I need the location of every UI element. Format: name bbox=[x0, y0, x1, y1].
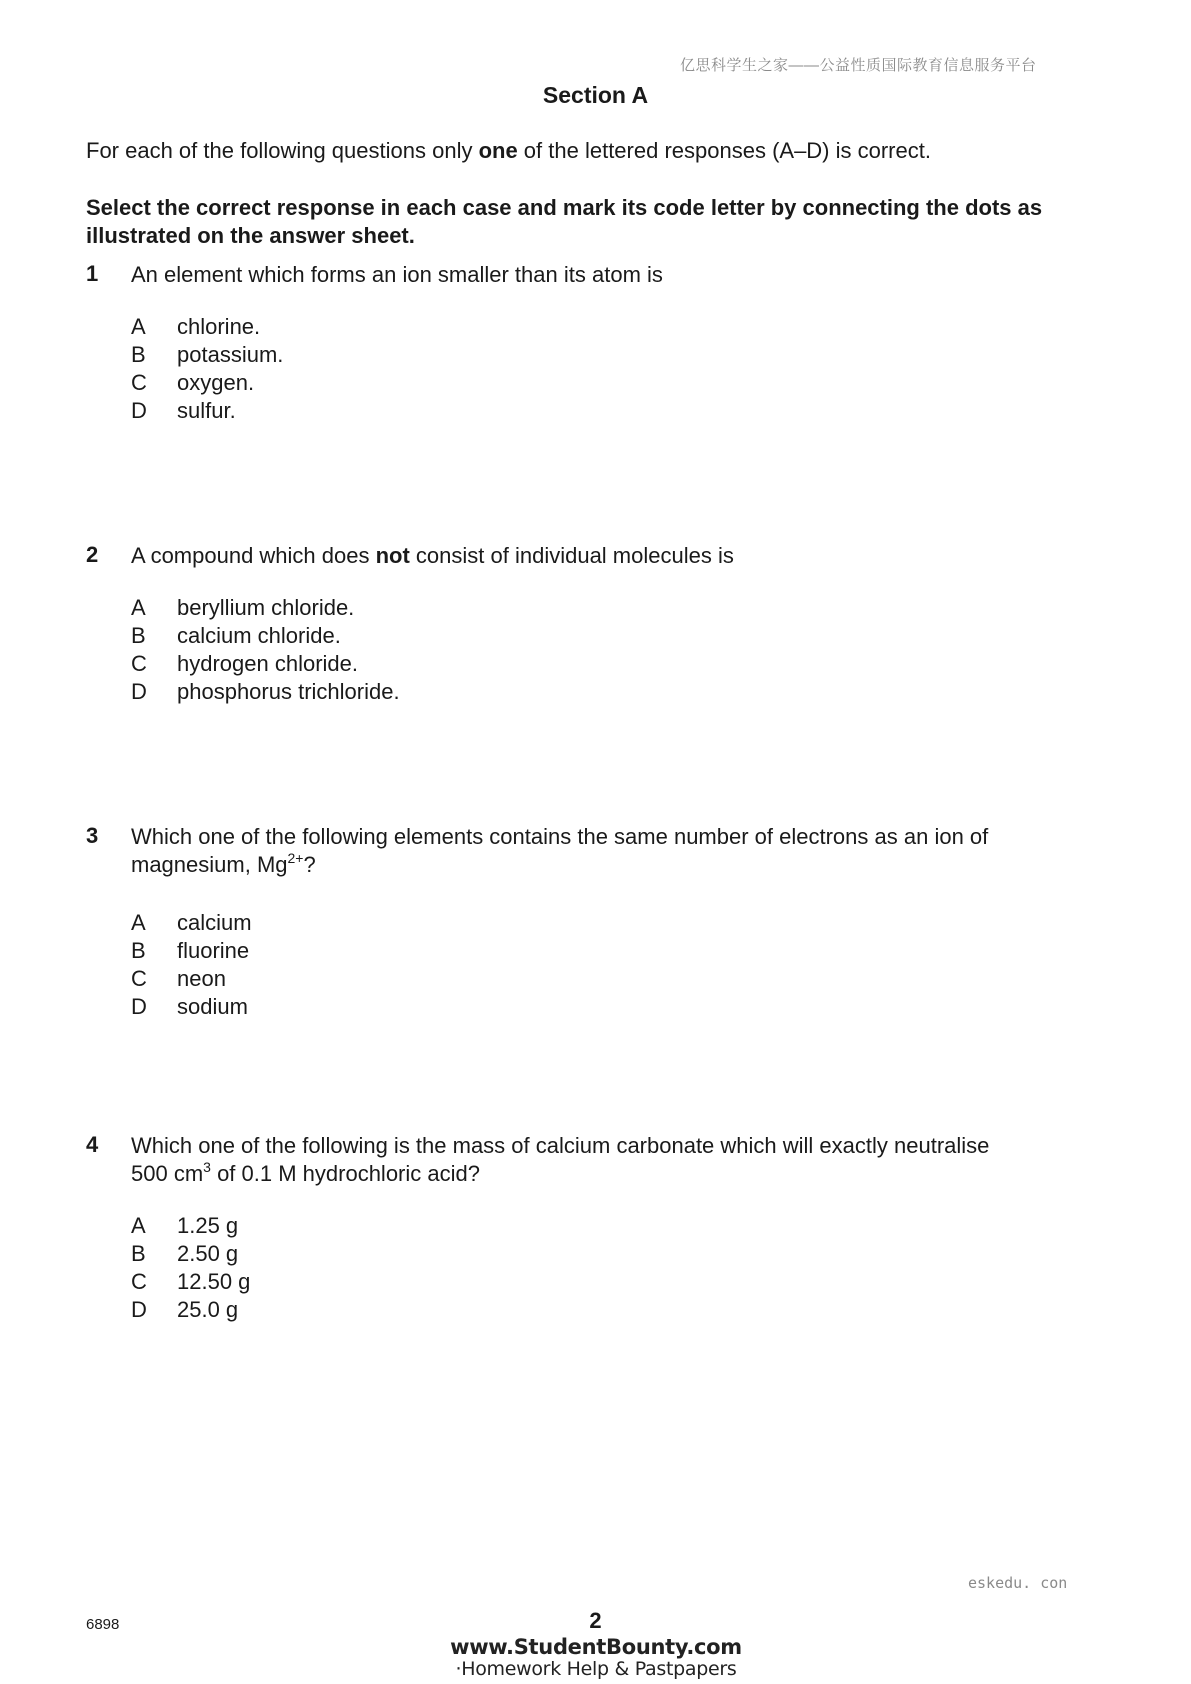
question-text: An element which forms an ion smaller than its atom is bbox=[131, 262, 663, 287]
intro-bold: one bbox=[478, 138, 518, 163]
option-text: phosphorus trichloride. bbox=[177, 679, 400, 704]
option-d[interactable] bbox=[131, 678, 400, 706]
option-letter: C bbox=[131, 651, 147, 676]
option-text: chlorine. bbox=[177, 314, 261, 339]
question-text-line2 bbox=[131, 851, 1131, 879]
superscript-exponent: 3 bbox=[203, 1159, 211, 1175]
option-text: neon bbox=[177, 966, 226, 991]
option-b[interactable] bbox=[131, 341, 283, 369]
option-text: sulfur. bbox=[177, 398, 236, 423]
option-a[interactable] bbox=[131, 909, 252, 937]
option-letter: C bbox=[131, 370, 147, 395]
footer-watermark: eskedu. con bbox=[968, 1574, 1068, 1592]
option-text: sodium bbox=[177, 994, 248, 1019]
option-letter: A bbox=[131, 1213, 146, 1238]
options-list bbox=[131, 313, 283, 425]
superscript-charge: 2+ bbox=[287, 850, 304, 866]
option-text: beryllium chloride. bbox=[177, 595, 355, 620]
option-a[interactable] bbox=[131, 594, 400, 622]
options-list bbox=[131, 909, 252, 1021]
question-text-bold: not bbox=[375, 543, 410, 568]
options-list bbox=[131, 1212, 250, 1324]
section-title: Section A bbox=[542, 82, 649, 108]
option-letter: B bbox=[131, 623, 146, 648]
option-a[interactable] bbox=[131, 313, 283, 341]
paper-code: 6898 bbox=[86, 1616, 120, 1633]
option-letter: A bbox=[131, 595, 146, 620]
option-d[interactable] bbox=[131, 1296, 250, 1324]
option-b[interactable] bbox=[131, 1240, 250, 1268]
options-list bbox=[131, 594, 400, 706]
option-c[interactable] bbox=[131, 965, 252, 993]
question-text-main: magnesium, Mg bbox=[131, 852, 288, 877]
option-letter: A bbox=[131, 314, 146, 339]
option-text: fluorine bbox=[177, 938, 250, 963]
logo-tagline: ·Homework Help & Pastpapers bbox=[455, 1658, 737, 1680]
instruction-text: Select the correct response in each case and mark its code letter by connecting the dots as illustrated on the answer sheet. bbox=[86, 195, 1043, 248]
option-letter: B bbox=[131, 938, 146, 963]
option-text: calcium chloride. bbox=[177, 623, 341, 648]
intro-text bbox=[86, 138, 931, 164]
studentbounty-logo[interactable] bbox=[446, 1636, 746, 1680]
option-letter: C bbox=[131, 1269, 147, 1294]
option-a[interactable] bbox=[131, 1212, 250, 1240]
question-text-before: A compound which does bbox=[131, 543, 376, 568]
option-text: potassium. bbox=[177, 342, 284, 367]
option-b[interactable] bbox=[131, 937, 252, 965]
option-text: hydrogen chloride. bbox=[177, 651, 359, 676]
option-c[interactable] bbox=[131, 1268, 250, 1296]
option-c[interactable] bbox=[131, 650, 400, 678]
question-text-end: of 0.1 M hydrochloric acid? bbox=[210, 1161, 480, 1186]
option-letter: D bbox=[131, 398, 147, 423]
question-text bbox=[131, 823, 1131, 879]
option-letter: B bbox=[131, 342, 146, 367]
option-text: calcium bbox=[177, 910, 252, 935]
option-text: 2.50 g bbox=[177, 1241, 239, 1266]
question-number: 3 bbox=[86, 823, 99, 848]
option-d[interactable] bbox=[131, 397, 283, 425]
option-text: 12.50 g bbox=[177, 1269, 251, 1294]
option-c[interactable] bbox=[131, 369, 283, 397]
question-number: 2 bbox=[86, 542, 99, 567]
option-letter: A bbox=[131, 910, 146, 935]
option-letter: B bbox=[131, 1241, 146, 1266]
header-watermark: 亿思科学生之家——公益性质国际教育信息服务平台 bbox=[680, 57, 1037, 74]
option-text: oxygen. bbox=[177, 370, 255, 395]
option-letter: C bbox=[131, 966, 147, 991]
question-number: 4 bbox=[86, 1132, 99, 1157]
question-text-main: 500 cm bbox=[131, 1161, 204, 1186]
question-text bbox=[131, 542, 1131, 570]
question-text-line1: Which one of the following elements contains the same number of electrons as an ion of bbox=[131, 824, 989, 849]
page-number: 2 bbox=[589, 1608, 602, 1633]
question-text-end: ? bbox=[303, 852, 316, 877]
question-text bbox=[131, 1132, 1131, 1188]
option-d[interactable] bbox=[131, 993, 252, 1021]
option-letter: D bbox=[131, 1297, 147, 1322]
option-letter: D bbox=[131, 679, 147, 704]
intro-before: For each of the following questions only bbox=[86, 138, 479, 163]
option-b[interactable] bbox=[131, 622, 400, 650]
question-text-after: consist of individual molecules is bbox=[409, 543, 734, 568]
option-text: 1.25 g bbox=[177, 1213, 239, 1238]
intro-after: of the lettered responses (A–D) is correct. bbox=[517, 138, 931, 163]
question-number: 1 bbox=[86, 261, 99, 286]
question-text-line1: Which one of the following is the mass of calcium carbonate which will exactly neutralise bbox=[131, 1133, 990, 1158]
option-text: 25.0 g bbox=[177, 1297, 239, 1322]
question-text-line2 bbox=[131, 1160, 1131, 1188]
logo-url: www.StudentBounty.com bbox=[450, 1635, 742, 1659]
option-letter: D bbox=[131, 994, 147, 1019]
